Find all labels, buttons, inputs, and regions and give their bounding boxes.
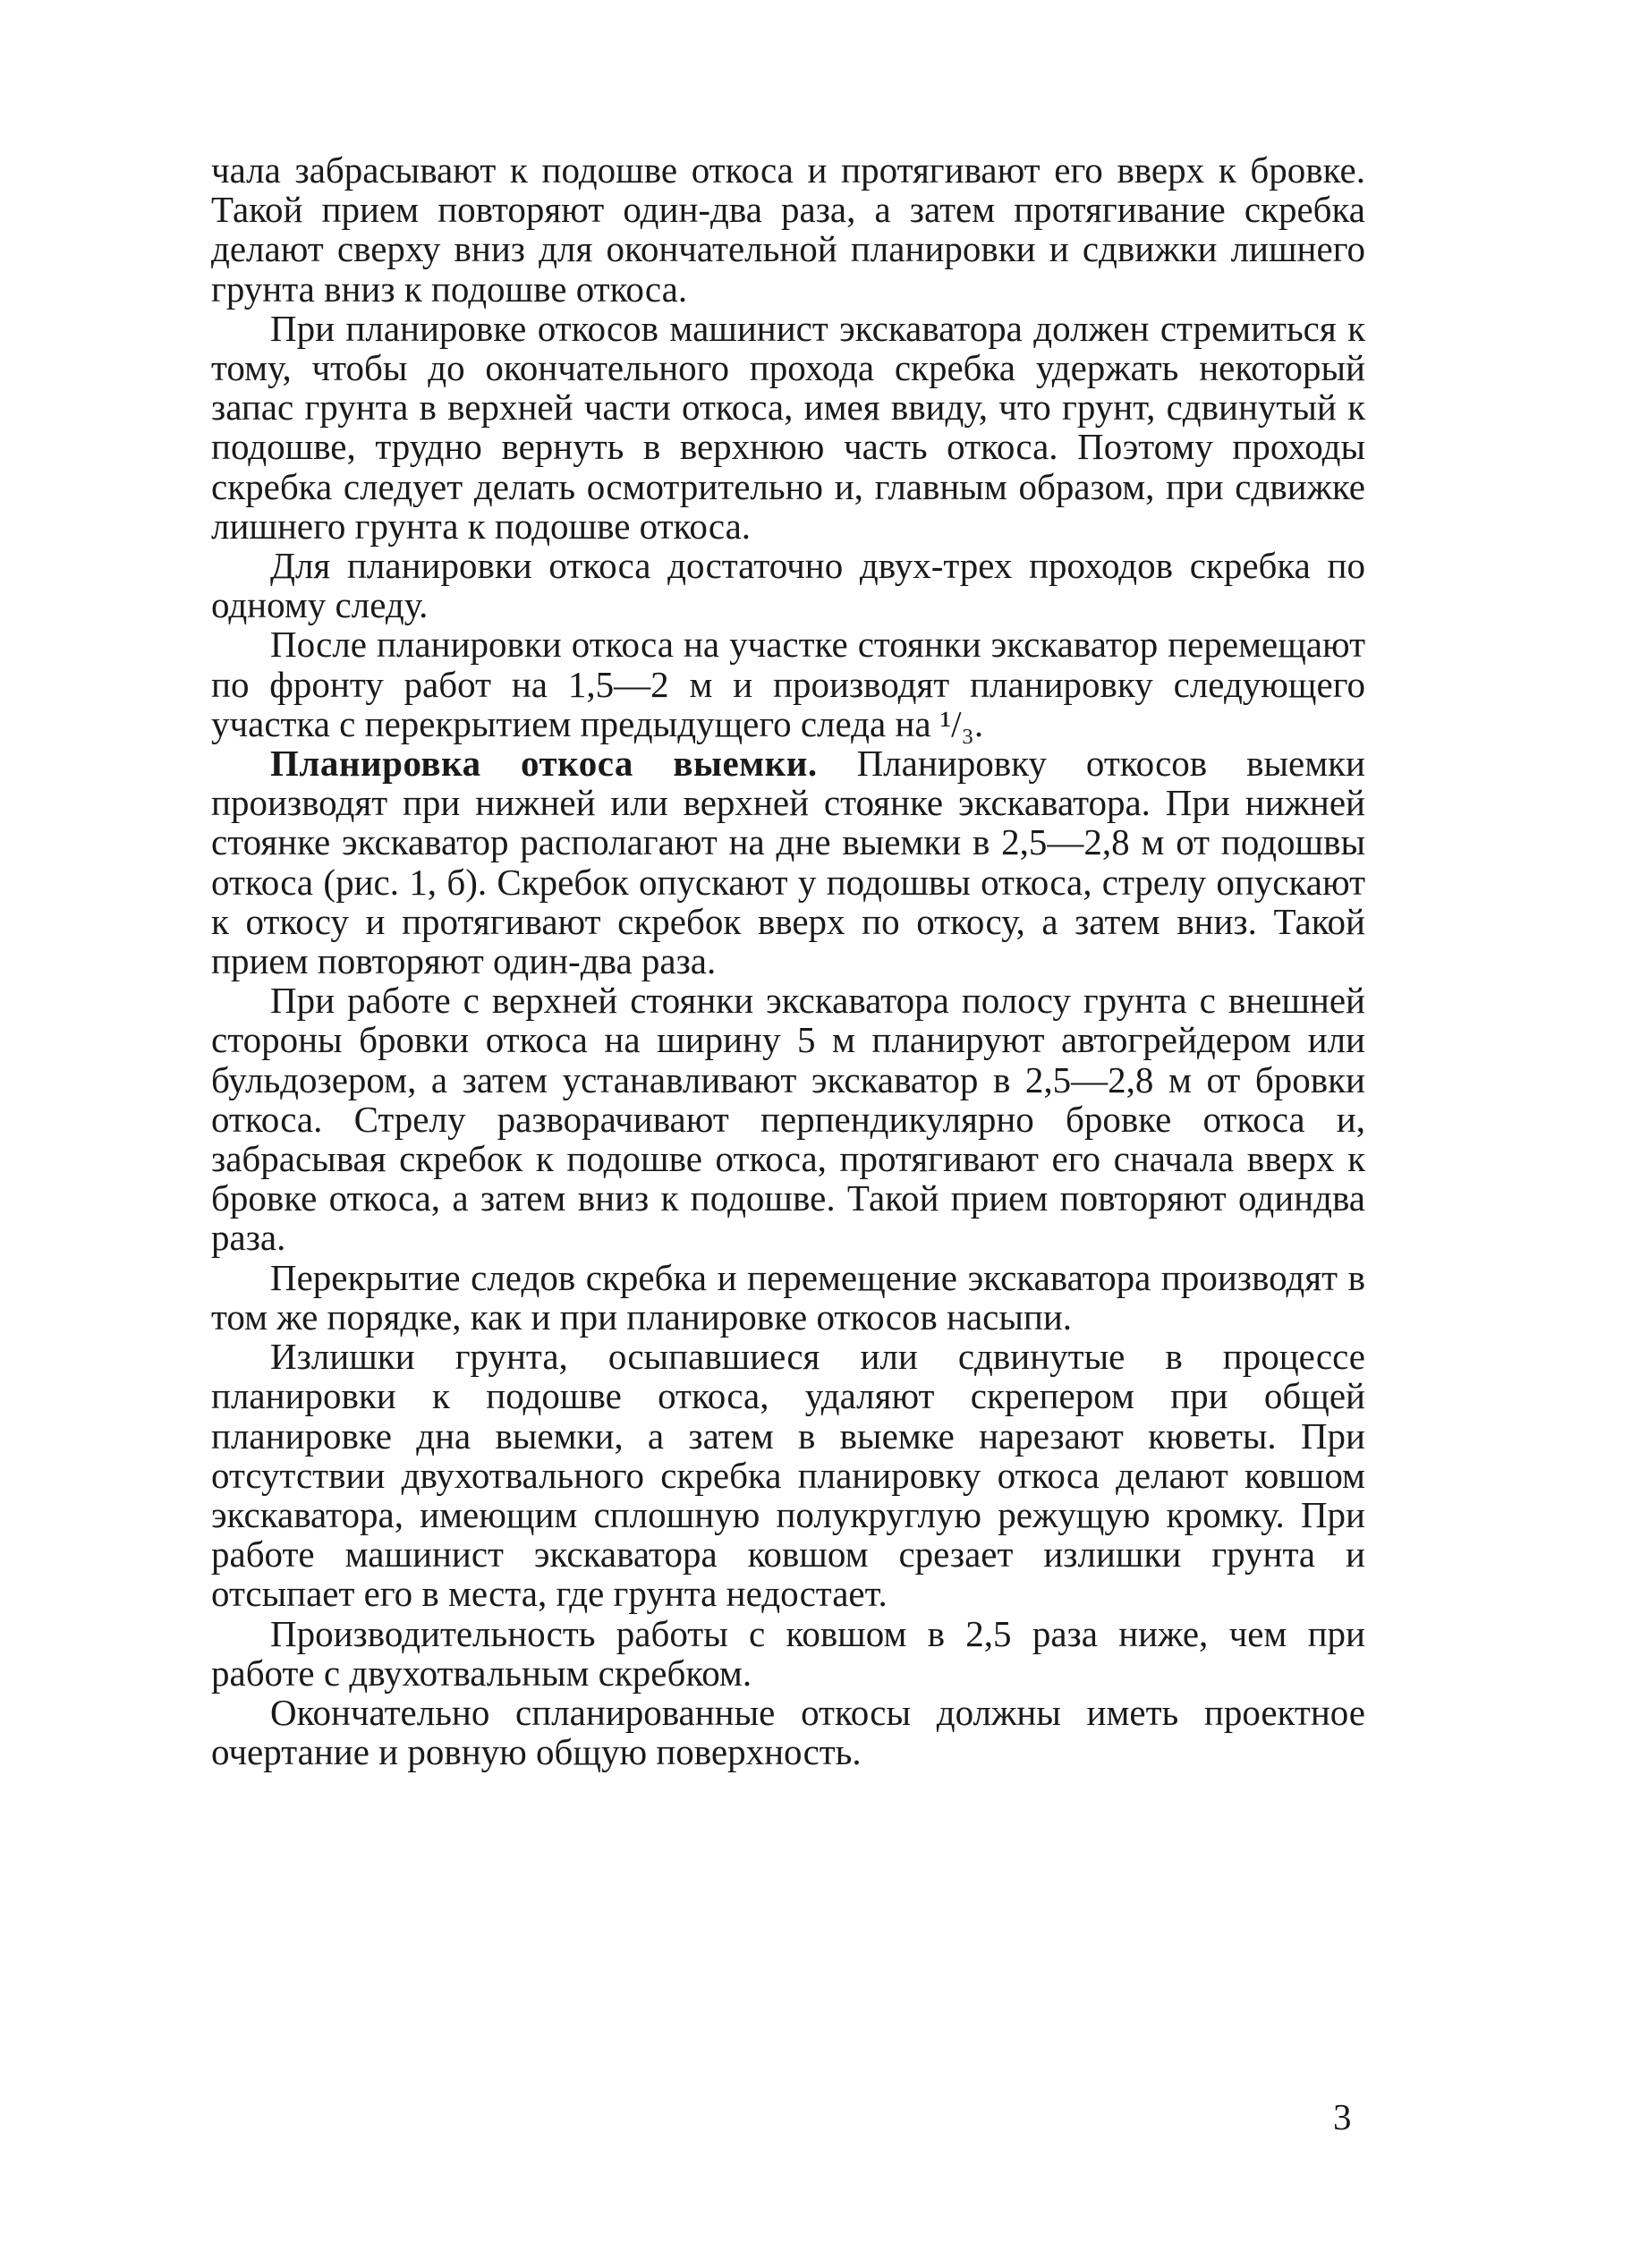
paragraph-9: Производительность работы с ковшом в 2,5 раза ниже, чем при работе с двухотвальным скребком. xyxy=(211,1612,1365,1694)
paragraph-4: После планировки откоса на участке стоянки экскаватор перемещают по фронту работ на 1,5—2 м и производят планировку следующего участка с перекрытием предыдущего следа на ¹/₃. xyxy=(211,624,1365,744)
paragraph-3: Для планировки откоса достаточно двух-трех проходов скребка по одному следу. xyxy=(211,545,1365,626)
paragraph-5-text: Планировку откосов выемки производят при нижней или верхней стоянке экскаватора. При нижней стоянке экскаватор располагают на дне выемки в 2,5—2,8 м от подошвы откоса (рис. 1, б). Скребок опускают у подошвы откоса, стрелу опускают к откосу и протягивают скребок вверх по откосу, а затем вниз. Такой прием повторяют один-два раза. xyxy=(211,743,1365,982)
paragraph-5 xyxy=(211,743,1365,981)
paragraph-1: чала забрасывают к подошве откоса и протягивают его вверх к бровке. Такой прием повторяют один-два раза, а затем протягивание скребка делают сверху вниз для окончательной планировки и сдвижки лишнего грунта вниз к подошве откоса. xyxy=(211,149,1365,310)
paragraph-8: Излишки грунта, осыпавшиеся или сдвинутые в процессе планировки к подошве откоса, удаляют скрепером при общей планировке дна выемки, а затем в выемке нарезают кюветы. При отсутствии двухотвального скребка планировку откоса делают ковшом экскаватора, имеющим сплошную полукруглую режущую кромку. При работе машинист экскаватора ковшом срезает излишки грунта и отсыпает его в места, где грунта недостает. xyxy=(211,1336,1365,1615)
paragraph-6: При работе с верхней стоянки экскаватора полосу грунта с внешней стороны бровки откоса на ширину 5 м планируют автогрейдером или бульдозером, а затем устанавливают экскаватор в 2,5—2,8 м от бровки откоса. Стрелу разворачивают перпендикулярно бровке откоса и, забрасывая скребок к подошве откоса, протягивают его сначала вверх к бровке откоса, а затем вниз к подошве. Такой прием повторяют одиндва раза. xyxy=(211,980,1365,1259)
paragraph-2: При планировке откосов машинист экскаватора должен стремиться к тому, чтобы до окончательного прохода скребка удержать некоторый запас грунта в верхней части откоса, имея ввиду, что грунт, сдвинутый к подошве, трудно вернуть в верхнюю часть откоса. Поэтому проходы скребка следует делать осмотрительно и, главным образом, при сдвижке лишнего грунта к подошве откоса. xyxy=(211,307,1365,547)
page-body xyxy=(211,150,1365,1771)
section-heading: Планировка откоса выемки. xyxy=(270,743,818,785)
paragraph-10: Окончательно спланированные откосы должны иметь проектное очертание и ровную общую поверхность. xyxy=(211,1691,1365,1773)
page-number: 3 xyxy=(1333,2096,1352,2137)
paragraph-7: Перекрытие следов скребка и перемещение экскаватора производят в том же порядке, как и при планировке откосов насыпи. xyxy=(211,1256,1365,1338)
